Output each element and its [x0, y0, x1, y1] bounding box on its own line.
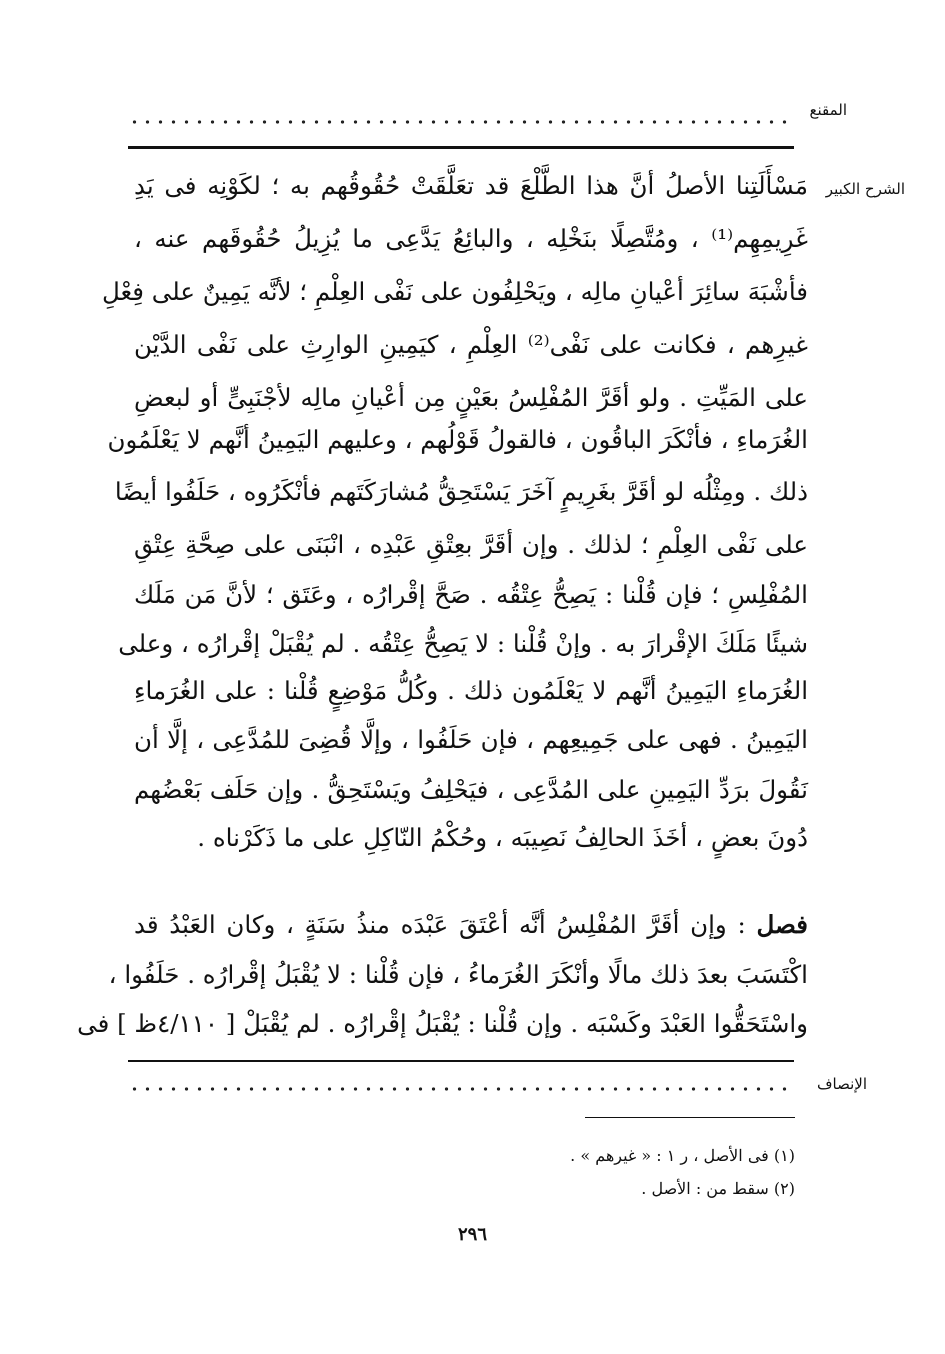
fasl-line	[134, 905, 808, 947]
text-line: على نَفْى العِلْمِ ؛ لذلك . وإن أقَرَّ بعِتْقِ عَبْدِه ، انْبَنَى على صِحَّةِ عِتْقِ	[134, 530, 808, 559]
bottom-rule	[128, 1060, 794, 1062]
text-line: شيئًا مَلَكَ الإقْرارَ به . وإنْ قُلْنا : لا يَصِحُّ عِتْقُه . لم يُقْبَلْ إقْرارُه ، وعلى	[118, 629, 808, 658]
main-rule	[128, 146, 794, 149]
fasl-line-text: : وإن أقَرَّ المُفْلِسُ أنَّه أعْتَقَ عَبْدَه منذُ سَنَةٍ ، وكان العَبْدُ قد	[134, 910, 746, 939]
text-line: الغُرَماءِ اليَمِينُ أنَّهم لا يَعْلَمُون ذلك . وكُلُّ مَوْضِعٍ قُلْنا : على الغُرَماءِ	[134, 676, 808, 705]
dotted-line-top	[128, 119, 794, 125]
fasl-heading: فصل	[756, 910, 808, 939]
text-line: دُونَ بعضٍ ، أخَذَ الحالِفُ نَصِيبَه ، وحُكْمُ النّاكِلِ على ما ذَكَرْناه .	[197, 823, 808, 852]
footnote: (١) فى الأصل ، ر ١ : « غيرهم » .	[570, 1146, 795, 1165]
side-label-insaf: الإنصاف	[816, 1075, 867, 1093]
fasl-line: واسْتَحَقُّوا العَبْدَ وكَسْبَه . وإن قُلْنا : يُقْبَلُ إقْرارُه . لم يُقْبَلْ [ ٤/١١٠ظ ] فى	[77, 1009, 808, 1038]
footnote: (٢) سقط من : الأصل .	[641, 1179, 795, 1198]
text-line: غَرِيمِهِم⁽¹⁾ ، ومُتَّصِلًا بنَخْلِه ، والبائِعُ يَدَّعِى ما يُزِيلُ حُقُوقَهم عنه ،	[134, 224, 808, 253]
text-line: على المَيِّتِ . ولو أقَرَّ المُفْلِسُ بعَيْنٍ مِن أعْيانِ مالِه لأجْنَبِىٍّ أو لبعضِ	[134, 383, 808, 412]
text-line: نَقُولَ برَدِّ اليَمِينِ على المُدَّعِى ، فيَحْلِفُ ويَسْتَحِقُّ . وإن حَلَف بَعْضُهم	[134, 775, 808, 804]
side-label-sharh: الشرح الكبير	[825, 180, 905, 198]
text-line: مَسْأَلَتِنا الأصلُ أنَّ هذا الطَّلْعَ قد تعَلَّقَتْ حُقُوقُهم به ؛ لكَوْنِه فى يَدِ	[134, 171, 808, 200]
text-line: المُفْلِسِ ؛ فإن قُلْنا : يَصِحُّ عِتْقُه . صَحَّ إقْرارُه ، وعَتَق ؛ لأنَّ مَن مَلَك	[134, 580, 808, 609]
text-line: غيرِهم ، فكانت على نَفْى⁽²⁾ العِلْمِ ، كيَمِينِ الوارِثِ على نَفْى الدَّيْن	[134, 330, 808, 359]
text-line: اليَمِينُ . فهى على جَمِيعِهم ، فإن حَلَفُوا ، وإلَّا قُضِىَ للمُدَّعِى ، إلَّا أن	[134, 725, 808, 754]
side-label-muqni: المقنع	[809, 101, 847, 119]
text-line: فأشْبَهَ سائِرَ أعْيانِ مالِه ، ويَحْلِفُون على نَفْى العِلْمِ ؛ لأنَّه يَمِينٌ على فِعْلِ	[101, 277, 808, 306]
page-number: ٢٩٦	[457, 1224, 487, 1245]
dotted-line-bottom	[128, 1086, 794, 1092]
text-line: الغُرَماءِ ، فأنْكَرَ الباقُون ، فالقولُ قَوْلُهم ، وعليهم اليَمِينُ أنَّهم لا يَعْلَمُون	[107, 425, 808, 454]
footnote-separator	[585, 1117, 795, 1118]
text-line: ذلك . ومِثْلُه لو أقَرَّ بغَرِيمٍ آخَرَ يَسْتَحِقُّ مُشارَكَتَهم فأنْكَرُوه ، حَلَفُوا أيضًا	[114, 477, 808, 506]
fasl-line: اكْتَسَبَ بعدَ ذلك مالًا وأنْكَرَ الغُرَماءُ ، فإن قُلْنا : لا يُقْبَلُ إقْرارُه . حَلَفُوا ،	[108, 960, 808, 989]
